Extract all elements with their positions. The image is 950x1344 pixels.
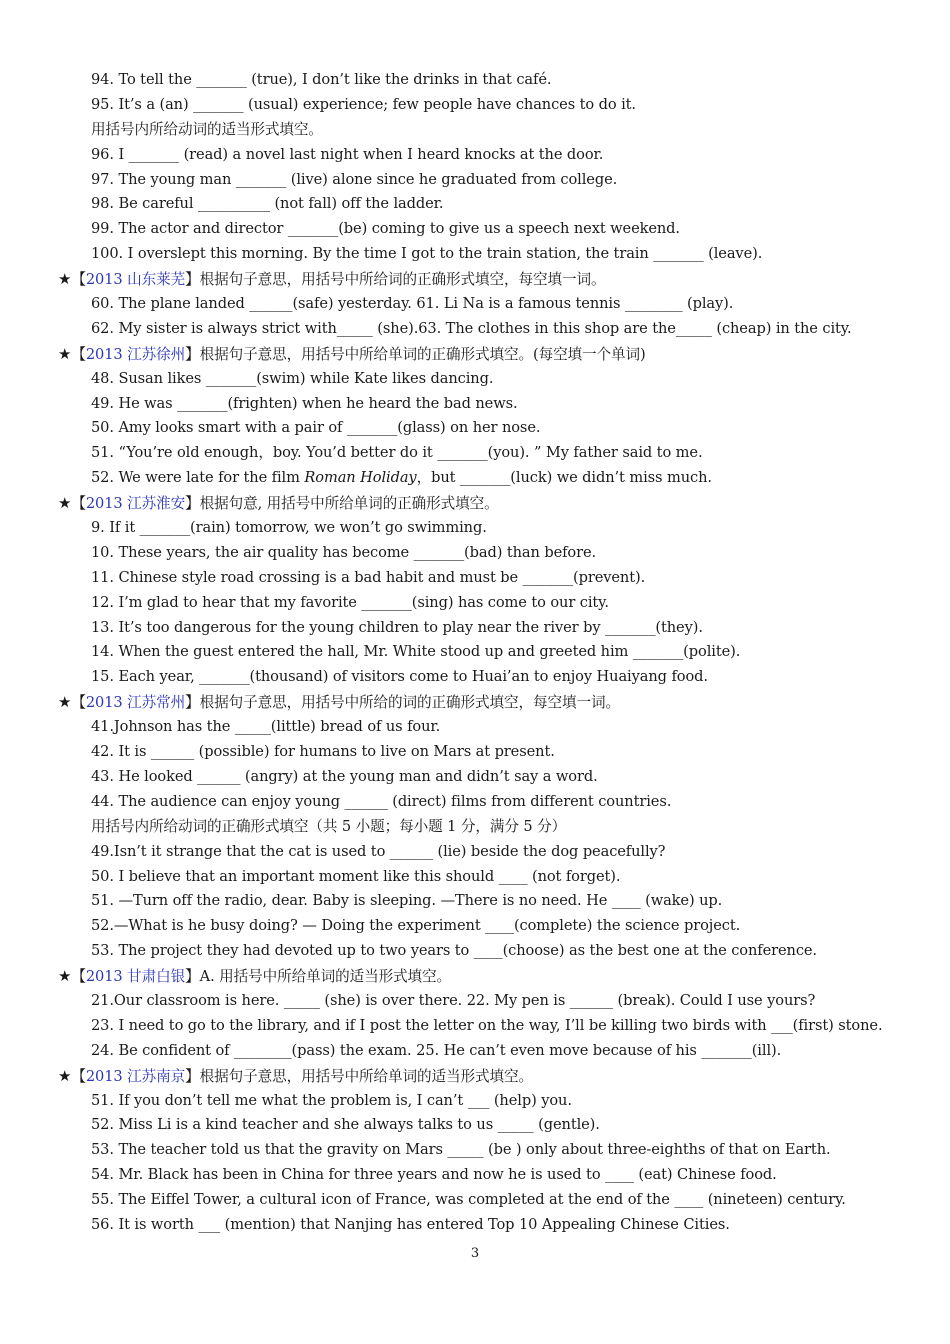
question-line: 用括号内所给动词的正确形式填空（共 5 小题；每小题 1 分，满分 5 分） bbox=[91, 817, 567, 835]
question-line: 15. Each year, _______(thousand) of visitors come to Huai’an to enjoy Huaiyang food. bbox=[91, 668, 708, 686]
star-icon: ★ bbox=[58, 494, 72, 513]
open-bracket: 【 bbox=[71, 1067, 86, 1085]
question-line: 48. Susan likes _______(swim) while Kate likes dancing. bbox=[91, 369, 494, 387]
question-text: 52. We were late for the film bbox=[91, 469, 305, 487]
question-line: 51. —Turn off the radio, dear. Baby is sleeping. —There is no need. He ____ (wake) up. bbox=[91, 892, 723, 910]
section-heading bbox=[58, 690, 938, 715]
question-line: 24. Be confident of ________(pass) the exam. 25. He can’t even move because of his _______(ill). bbox=[91, 1041, 782, 1059]
question-line: 56. It is worth ___ (mention) that Nanjing has entered Top 10 Appealing Chinese Cities. bbox=[91, 1215, 730, 1233]
source-label: 2013 江苏常州 bbox=[85, 694, 186, 712]
question-text: ，but _______(luck) we didn’t miss much. bbox=[416, 469, 712, 487]
question-line: 55. The Eiffel Tower, a cultural icon of France, was completed at the end of the ____ (nineteen) century. bbox=[91, 1191, 846, 1209]
question-line: 99. The actor and director _______(be) coming to give us a speech next weekend. bbox=[91, 220, 680, 238]
close-bracket: 】 bbox=[185, 345, 200, 363]
question-line: 13. It’s too dangerous for the young children to play near the river by _______(they). bbox=[91, 618, 703, 636]
section-heading bbox=[58, 267, 938, 292]
question-line: 98. Be careful __________ (not fall) off the ladder. bbox=[91, 195, 444, 213]
star-icon: ★ bbox=[58, 693, 72, 712]
question-line: 97. The young man _______ (live) alone since he graduated from college. bbox=[91, 170, 618, 188]
question-line: 51. “You’re old enough，boy. You’d better do it _______(you). ” My father said to me. bbox=[91, 444, 703, 462]
star-icon: ★ bbox=[58, 967, 72, 986]
instruction-text: 根据句子意思，用括号中所给词的正确形式填空，每空填一词。 bbox=[199, 271, 606, 289]
question-line bbox=[58, 466, 938, 491]
question-line: 9. If it _______(rain) tomorrow, we won’t go swimming. bbox=[91, 519, 487, 537]
question-line: 43. He looked ______ (angry) at the young man and didn’t say a word. bbox=[91, 767, 598, 785]
instruction-text: 根据句子意思，用括号中所给单词的正确形式填空。(每空填一个单词) bbox=[199, 345, 646, 363]
close-bracket: 】 bbox=[185, 1067, 200, 1085]
page-number: 3 bbox=[470, 1246, 480, 1261]
close-bracket: 】 bbox=[185, 968, 200, 986]
question-line: 10. These years, the air quality has become _______(bad) than before. bbox=[91, 543, 597, 561]
section-heading bbox=[58, 1064, 938, 1089]
section-heading bbox=[58, 342, 938, 367]
question-line: 96. I _______ (read) a novel last night when I heard knocks at the door. bbox=[91, 145, 604, 163]
star-icon: ★ bbox=[58, 270, 72, 289]
open-bracket: 【 bbox=[71, 345, 86, 363]
question-line: 42. It is ______ (possible) for humans to live on Mars at present. bbox=[91, 743, 555, 761]
question-line: 94. To tell the _______ (true), I don’t like the drinks in that café. bbox=[91, 71, 552, 88]
question-line: 21.Our classroom is here. _____ (she) is over there. 22. My pen is ______ (break). Could I use yours? bbox=[91, 991, 816, 1009]
section-heading bbox=[58, 964, 938, 989]
close-bracket: 】 bbox=[185, 694, 200, 712]
close-bracket: 】 bbox=[185, 271, 200, 289]
open-bracket: 【 bbox=[71, 495, 86, 513]
source-label: 2013 江苏徐州 bbox=[85, 345, 186, 363]
instruction-text: 根据句子意思，用括号中所给的词的正确形式填空，每空填一词。 bbox=[199, 694, 620, 712]
question-line: 23. I need to go to the library, and if I post the letter on the way, I’ll be killing two birds with ___(first) stone. bbox=[91, 1016, 883, 1034]
source-label: 2013 山东莱芜 bbox=[85, 271, 186, 289]
source-label: 2013 江苏淮安 bbox=[85, 495, 186, 513]
close-bracket: 】 bbox=[185, 495, 200, 513]
question-line: 95. It’s a (an) _______ (usual) experience; few people have chances to do it. bbox=[91, 95, 636, 113]
question-line: 62. My sister is always strict with_____ (she).63. The clothes in this shop are the_____ (cheap) in the city. bbox=[91, 319, 852, 337]
question-line: 53. The teacher told us that the gravity on Mars _____ (be ) only about three-eighths of that on Earth. bbox=[91, 1141, 831, 1159]
section-heading bbox=[58, 491, 938, 516]
question-line: 100. I overslept this morning. By the time I got to the train station, the train _______ (leave). bbox=[91, 245, 763, 263]
star-icon: ★ bbox=[58, 1066, 72, 1085]
source-label: 2013 江苏南京 bbox=[85, 1067, 186, 1085]
question-line: 11. Chinese style road crossing is a bad habit and must be _______(prevent). bbox=[91, 568, 646, 586]
instruction-text: 根据句子意思，用括号中所给单词的适当形式填空。 bbox=[199, 1067, 533, 1085]
question-line: 49.Isn’t it strange that the cat is used to ______ (lie) beside the dog peacefully? bbox=[91, 842, 666, 860]
source-label: 2013 甘肃白银 bbox=[85, 968, 186, 986]
question-line: 52. Miss Li is a kind teacher and she always talks to us _____ (gentle). bbox=[91, 1116, 600, 1134]
question-line: 49. He was _______(frighten) when he heard the bad news. bbox=[91, 394, 518, 412]
instruction-text: 根据句意, 用括号中所给单词的正确形式填空。 bbox=[199, 495, 499, 513]
open-bracket: 【 bbox=[71, 271, 86, 289]
question-line: 54. Mr. Black has been in China for three years and now he is used to ____ (eat) Chinese food. bbox=[91, 1166, 777, 1184]
open-bracket: 【 bbox=[71, 968, 86, 986]
question-line: 52.—What is he busy doing? — Doing the experiment ____(complete) the science project. bbox=[91, 917, 741, 935]
question-line: 44. The audience can enjoy young ______ (direct) films from different countries. bbox=[91, 792, 672, 810]
question-line: 12. I’m glad to hear that my favorite _______(sing) has come to our city. bbox=[91, 593, 609, 611]
question-line: 14. When the guest entered the hall, Mr. White stood up and greeted him _______(polite). bbox=[91, 643, 741, 661]
question-line: 用括号内所给动词的适当形式填空。 bbox=[91, 120, 323, 138]
question-line: 50. I believe that an important moment like this should ____ (not forget). bbox=[91, 867, 621, 885]
film-title: Roman Holiday bbox=[304, 469, 417, 487]
star-icon: ★ bbox=[58, 344, 72, 363]
question-line: 53. The project they had devoted up to two years to ____(choose) as the best one at the conference. bbox=[91, 942, 817, 960]
instruction-text: A. 用括号中所给单词的适当形式填空。 bbox=[199, 968, 452, 986]
open-bracket: 【 bbox=[71, 694, 86, 712]
question-line: 51. If you don’t tell me what the problem is, I can’t ___ (help) you. bbox=[91, 1091, 572, 1109]
question-line: 50. Amy looks smart with a pair of _______(glass) on her nose. bbox=[91, 419, 541, 437]
question-line: 41.Johnson has the _____(little) bread of us four. bbox=[91, 718, 441, 736]
exercise-list bbox=[58, 68, 938, 1238]
question-line: 60. The plane landed ______(safe) yesterday. 61. Li Na is a famous tennis ________ (play). bbox=[91, 295, 734, 313]
